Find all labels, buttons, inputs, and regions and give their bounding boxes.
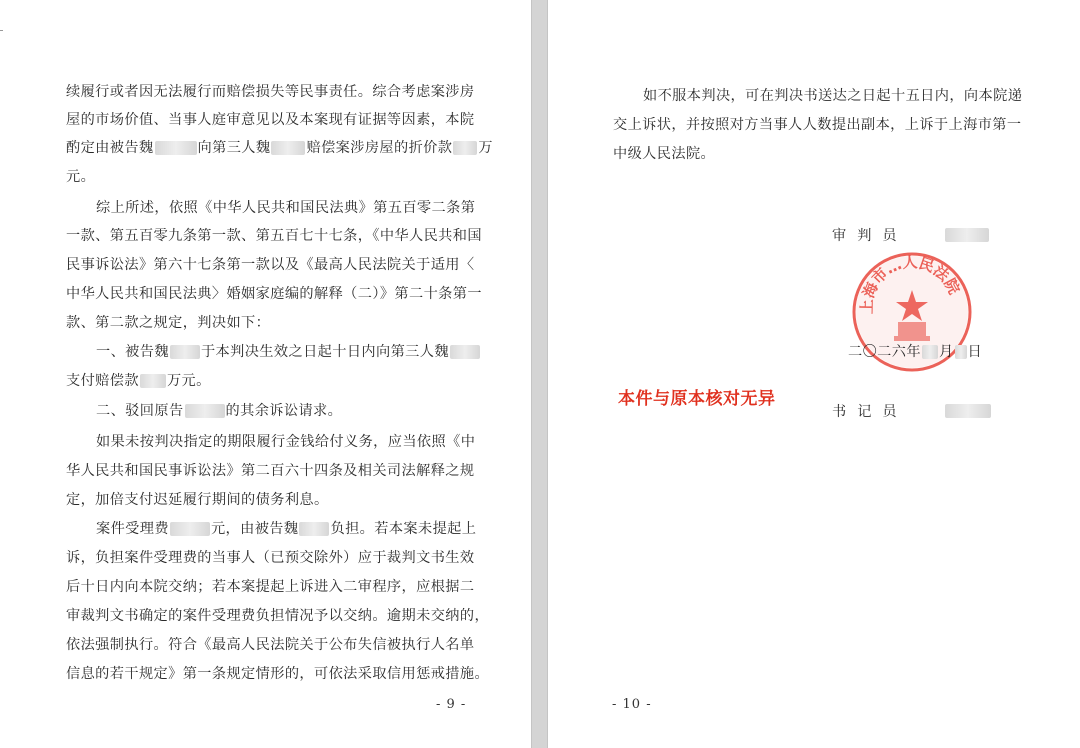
text-line: 华人民共和国民事诉讼法》第二百六十四条及相关司法解释之规 [66,463,475,479]
redacted-amount [140,374,166,388]
text-line: 审裁判文书确定的案件受理费负担情况予以交纳。逾期未交纳的， [66,608,490,624]
judgment-date: 二〇二六年 月 日 [848,344,983,360]
document-page-10 [548,0,1080,748]
redacted-name [185,404,225,418]
page-gutter [531,0,548,748]
text-line: 中级人民法院。 [613,146,716,162]
text-line: 交上诉状，并按照对方当事人人数提出副本，上诉于上海市第一 [613,117,1022,133]
text-line: 酌定由被告魏 向第三人魏 赔偿案涉房屋的折价款 万 [66,140,493,156]
redacted-clerk-name [945,404,991,418]
redacted-name [299,522,329,536]
judge-label: 审判员 [832,228,908,244]
text-line: 案件受理费 元，由被告魏 负担。若本案未提起上 [96,521,477,537]
text-line: 定，加倍支付迟延履行期间的债务利息。 [66,492,329,508]
svg-text:上海市…人民法院: 上海市…人民法院 [857,253,964,315]
text-line: 支付赔偿款 万元。 [66,373,211,389]
redacted-name [170,345,200,359]
clerk-label: 书记员 [832,404,908,420]
text-line: 二、驳回原告 的其余诉讼请求。 [96,403,343,419]
text-line: 一、被告魏 于本判决生效之日起十日内向第三人魏 [96,342,481,362]
text-line: 依法强制执行。符合《最高人民法院关于公布失信被执行人名单 [66,637,475,653]
text-line: 款、第二款之规定，判决如下： [66,315,271,331]
redacted-name [271,141,305,155]
text-line: 诉，负担案件受理费的当事人（已预交除外）应于裁判文书生效 [66,550,475,566]
page-number: - 9 - [436,697,467,712]
text-line: 信息的若干规定》第一条规定情形的，可依法采取信用惩戒措施。 [66,666,490,682]
redacted-name [155,141,197,155]
text-line: 中华人民共和国民法典〉婚姻家庭编的解释（二）》第二十条第一 [66,286,482,302]
text-line: 续履行或者因无法履行而赔偿损失等民事责任。综合考虑案涉房 [66,84,475,100]
redacted-day [955,345,967,359]
text-line: 后十日内向本院交纳；若本案提起上诉进入二审程序，应根据二 [66,579,475,595]
certification-stamp: 本件与原本核对无异 [618,389,776,409]
redacted-judge-name [945,228,989,242]
text-line: 如果未按判决指定的期限履行金钱给付义务，应当依照《中 [96,434,476,450]
text-line: 如不服本判决，可在判决书送达之日起十五日内，向本院递 [643,88,1023,104]
redacted-month [922,345,938,359]
text-line: 屋的市场价值、当事人庭审意见以及本案现有证据等因素，本院 [66,112,475,128]
redacted-amount [453,141,477,155]
redacted-amount [170,522,210,536]
redacted-name [450,345,480,359]
page-number: - 10 - [612,697,652,712]
text-line: 元。 [66,169,96,185]
text-line: 一款、第五百零九条第一款、第五百七十七条，《中华人民共和国 [66,228,482,244]
text-line: 民事诉讼法》第六十七条第一款以及《最高人民法院关于适用〈 [66,257,475,273]
text-line: 综上所述，依照《中华人民共和国民法典》第五百零二条第 [96,200,476,216]
